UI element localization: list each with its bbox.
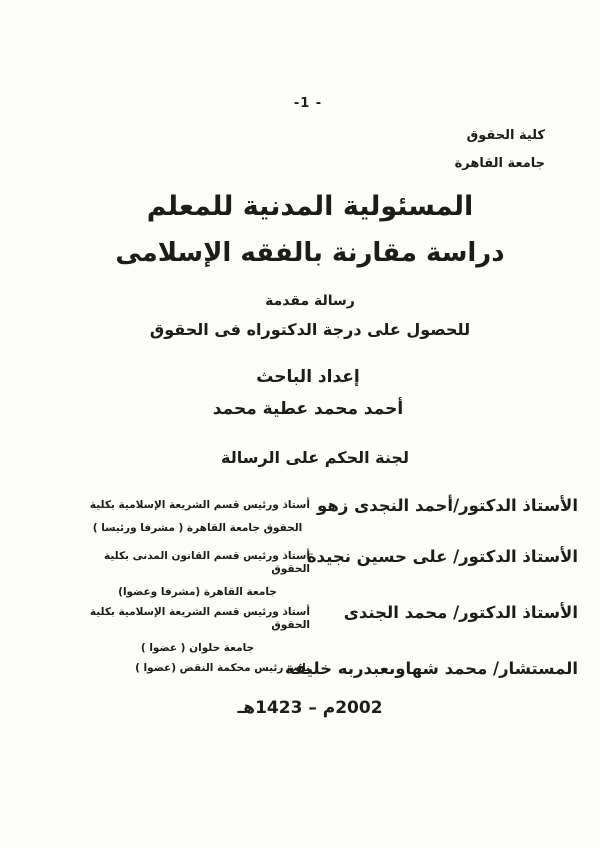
- researcher-section: [8, 366, 600, 420]
- committee-member-name: الأستاذ الدكتور/أحمد النجدى زهو: [317, 496, 578, 515]
- institution-header: [455, 122, 545, 178]
- committee-member-role-line2: جامعة حلوان ( عضوا ): [140, 642, 255, 654]
- committee-member-role: [85, 599, 310, 655]
- researcher-name: أحمد محمد عطية محمد: [212, 399, 404, 419]
- thesis-title-line2: دراسة مقارنة بالفقه الإسلامى: [115, 238, 505, 268]
- committee-member-row: [85, 543, 578, 599]
- committee-list: [85, 492, 578, 706]
- committee-member-role-line1: أستاذ ورئيس قسم الشريعة الإسلامية بكلية الحقوق: [89, 606, 310, 631]
- committee-member-row: [85, 492, 578, 543]
- university-name: جامعة القاهرة: [454, 156, 545, 171]
- thesis-title-line1: المسئولية المدنية للمعلم: [146, 191, 474, 222]
- page-number: -1 -: [293, 96, 323, 111]
- committee-member-role-line1: نائب رئيس محكمة النقض (عضوا ): [135, 662, 310, 674]
- committee-member-role: [85, 655, 310, 675]
- committee-member-role-line1: أستاذ ورئيس قسم القانون المدنى بكلية الحقوق: [104, 550, 310, 575]
- committee-member-role-line1: أستاذ ورئيس قسم الشريعة الإسلامية بكلية: [89, 499, 310, 511]
- publication-date: 2002م – 1423هـ: [237, 698, 383, 718]
- committee-member-name: الأستاذ الدكتور/ محمد الجندى: [343, 603, 578, 622]
- committee-member-name: المستشار/ محمد شهاوىعبدربه خليفة: [284, 659, 578, 678]
- committee-member-role: [85, 492, 310, 535]
- committee-member-row: [85, 599, 578, 655]
- thesis-purpose-line: للحصول على درجة الدكتوراه فى الحقوق: [149, 320, 471, 339]
- committee-member-role-line2: الحقوق جامعة القاهرة ( مشرفا ورئيسا ): [92, 522, 303, 534]
- committee-heading: لجنة الحكم على الرسالة: [221, 448, 409, 467]
- thesis-title: [10, 190, 600, 270]
- thesis-type-line: رسالة مقدمة: [265, 293, 355, 309]
- faculty-name: كلية الحقوق: [466, 128, 545, 143]
- thesis-statement: [10, 292, 600, 340]
- committee-member-role: [85, 543, 310, 599]
- committee-member-name: الأستاذ الدكتور/ على حسين نجيدة: [306, 547, 578, 566]
- researcher-label: إعداد الباحث: [256, 367, 360, 387]
- committee-member-role-line2: جامعة القاهرة (مشرفا وعضوا): [118, 586, 277, 598]
